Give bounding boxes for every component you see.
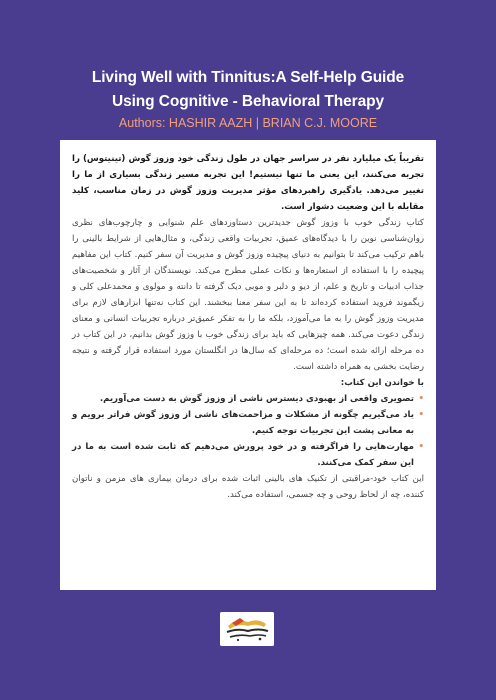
benefit-text: یاد می‌گیریم چگونه از مشکلات و مزاحمت‌های ناشی از وزوز گوش فراتر برویم و به معانی پشت این تجربیات توجه کنیم.: [72, 410, 414, 436]
benefit-item: [72, 407, 424, 439]
benefit-text: تصویری واقعی از بهبودی دیسترس ناشی از وزوز گوش به دست می‌آوریم.: [99, 394, 414, 404]
bullet-icon: •: [418, 442, 424, 452]
benefit-item: [72, 439, 424, 471]
benefit-text: مهارت‌هایی را فراگرفته و در خود پرورش می‌دهیم که ثابت شده است به ما در این سفر کمک می‌کنند.: [72, 442, 414, 468]
publisher-logo-icon: [220, 612, 274, 646]
description-box: [60, 140, 436, 590]
description-body: کتاب زندگی خوب با وزوز گوش جدیدترین دستاوردهای علم شنوایی و چارچوب‌های نظری روان‌شناسی نوین را با دیدگاه‌های عمیق، تجربیات واقعی زندگی، و مثال‌هایی از شرایط بالینی را باهم ترکیب می‌کند تا بتوانیم به دنیای پیچیده وزوز گوش و مدیریت آن سفر کنیم. کتاب این مفاهیم پیچیده را با استفاده از استعاره‌ها و نکات عملی مطرح می‌کند. نویسندگان از آثار و شخصیت‌های جذاب ادبیات و تاریخ و علم، از دیو و دلبر و موبی دیک گرفته تا دانته و مولوی و محمدعلی کلی و زیگموند فروید استفاده کرده‌اند تا به این سفر معنا ببخشند. این کتاب نه‌تنها ابزارهای لازم برای مدیریت وزوز گوش را به ما می‌آموزد، بلکه ما را به تفکر عمیق‌تر درباره تجربیات انسانی و معنای زندگی دعوت می‌کند. همه چیزهایی که باید برای زندگی خوب با وزوز گوش بدانیم، در این کتاب در ده مرحله ارائه شده است؛ ده مرحله‌ای که سال‌ها در انگلستان مورد استفاده قرار گرفته و نتیجه رضایت بخشی به همراه داشته است.: [72, 218, 424, 372]
benefit-item: [72, 391, 424, 407]
bullet-icon: •: [418, 410, 424, 420]
description-lead: تقریباً یک میلیارد نفر در سراسر جهان در طول زندگی خود وزوز گوش (تینیتوس) را تجربه می‌کنند، این یعنی ما تنها نیستیم! این تجربه مسیر زندگی بسیاری از ما را تغییر می‌دهد. یادگیری راهبردهای مؤثر مدیریت وزوز گوش در زمان مناسب، کلید مقابله با این وضعیت دشوار است.: [72, 154, 424, 212]
description-closing: این کتاب خود-مراقبتی از تکنیک های بالینی اثبات شده برای درمان بیماری های مزمن و ناتوان کننده، چه از لحاظ روحی و چه جسمی، استفاده می‌کند.: [72, 474, 424, 500]
bullet-icon: •: [418, 394, 424, 404]
book-title: [0, 66, 496, 114]
book-authors: Authors: HASHIR AAZH | BRIAN C.J. MOORE: [118, 116, 378, 130]
book-title-line-1: Living Well with Tinnitus:A Self-Help Guide: [91, 69, 405, 86]
book-title-line-2: Using Cognitive - Behavioral Therapy: [111, 93, 384, 110]
publisher-logo-graphic: [220, 612, 274, 646]
benefits-list: [72, 391, 424, 471]
benefits-title: با خواندن این کتاب:: [340, 378, 424, 388]
